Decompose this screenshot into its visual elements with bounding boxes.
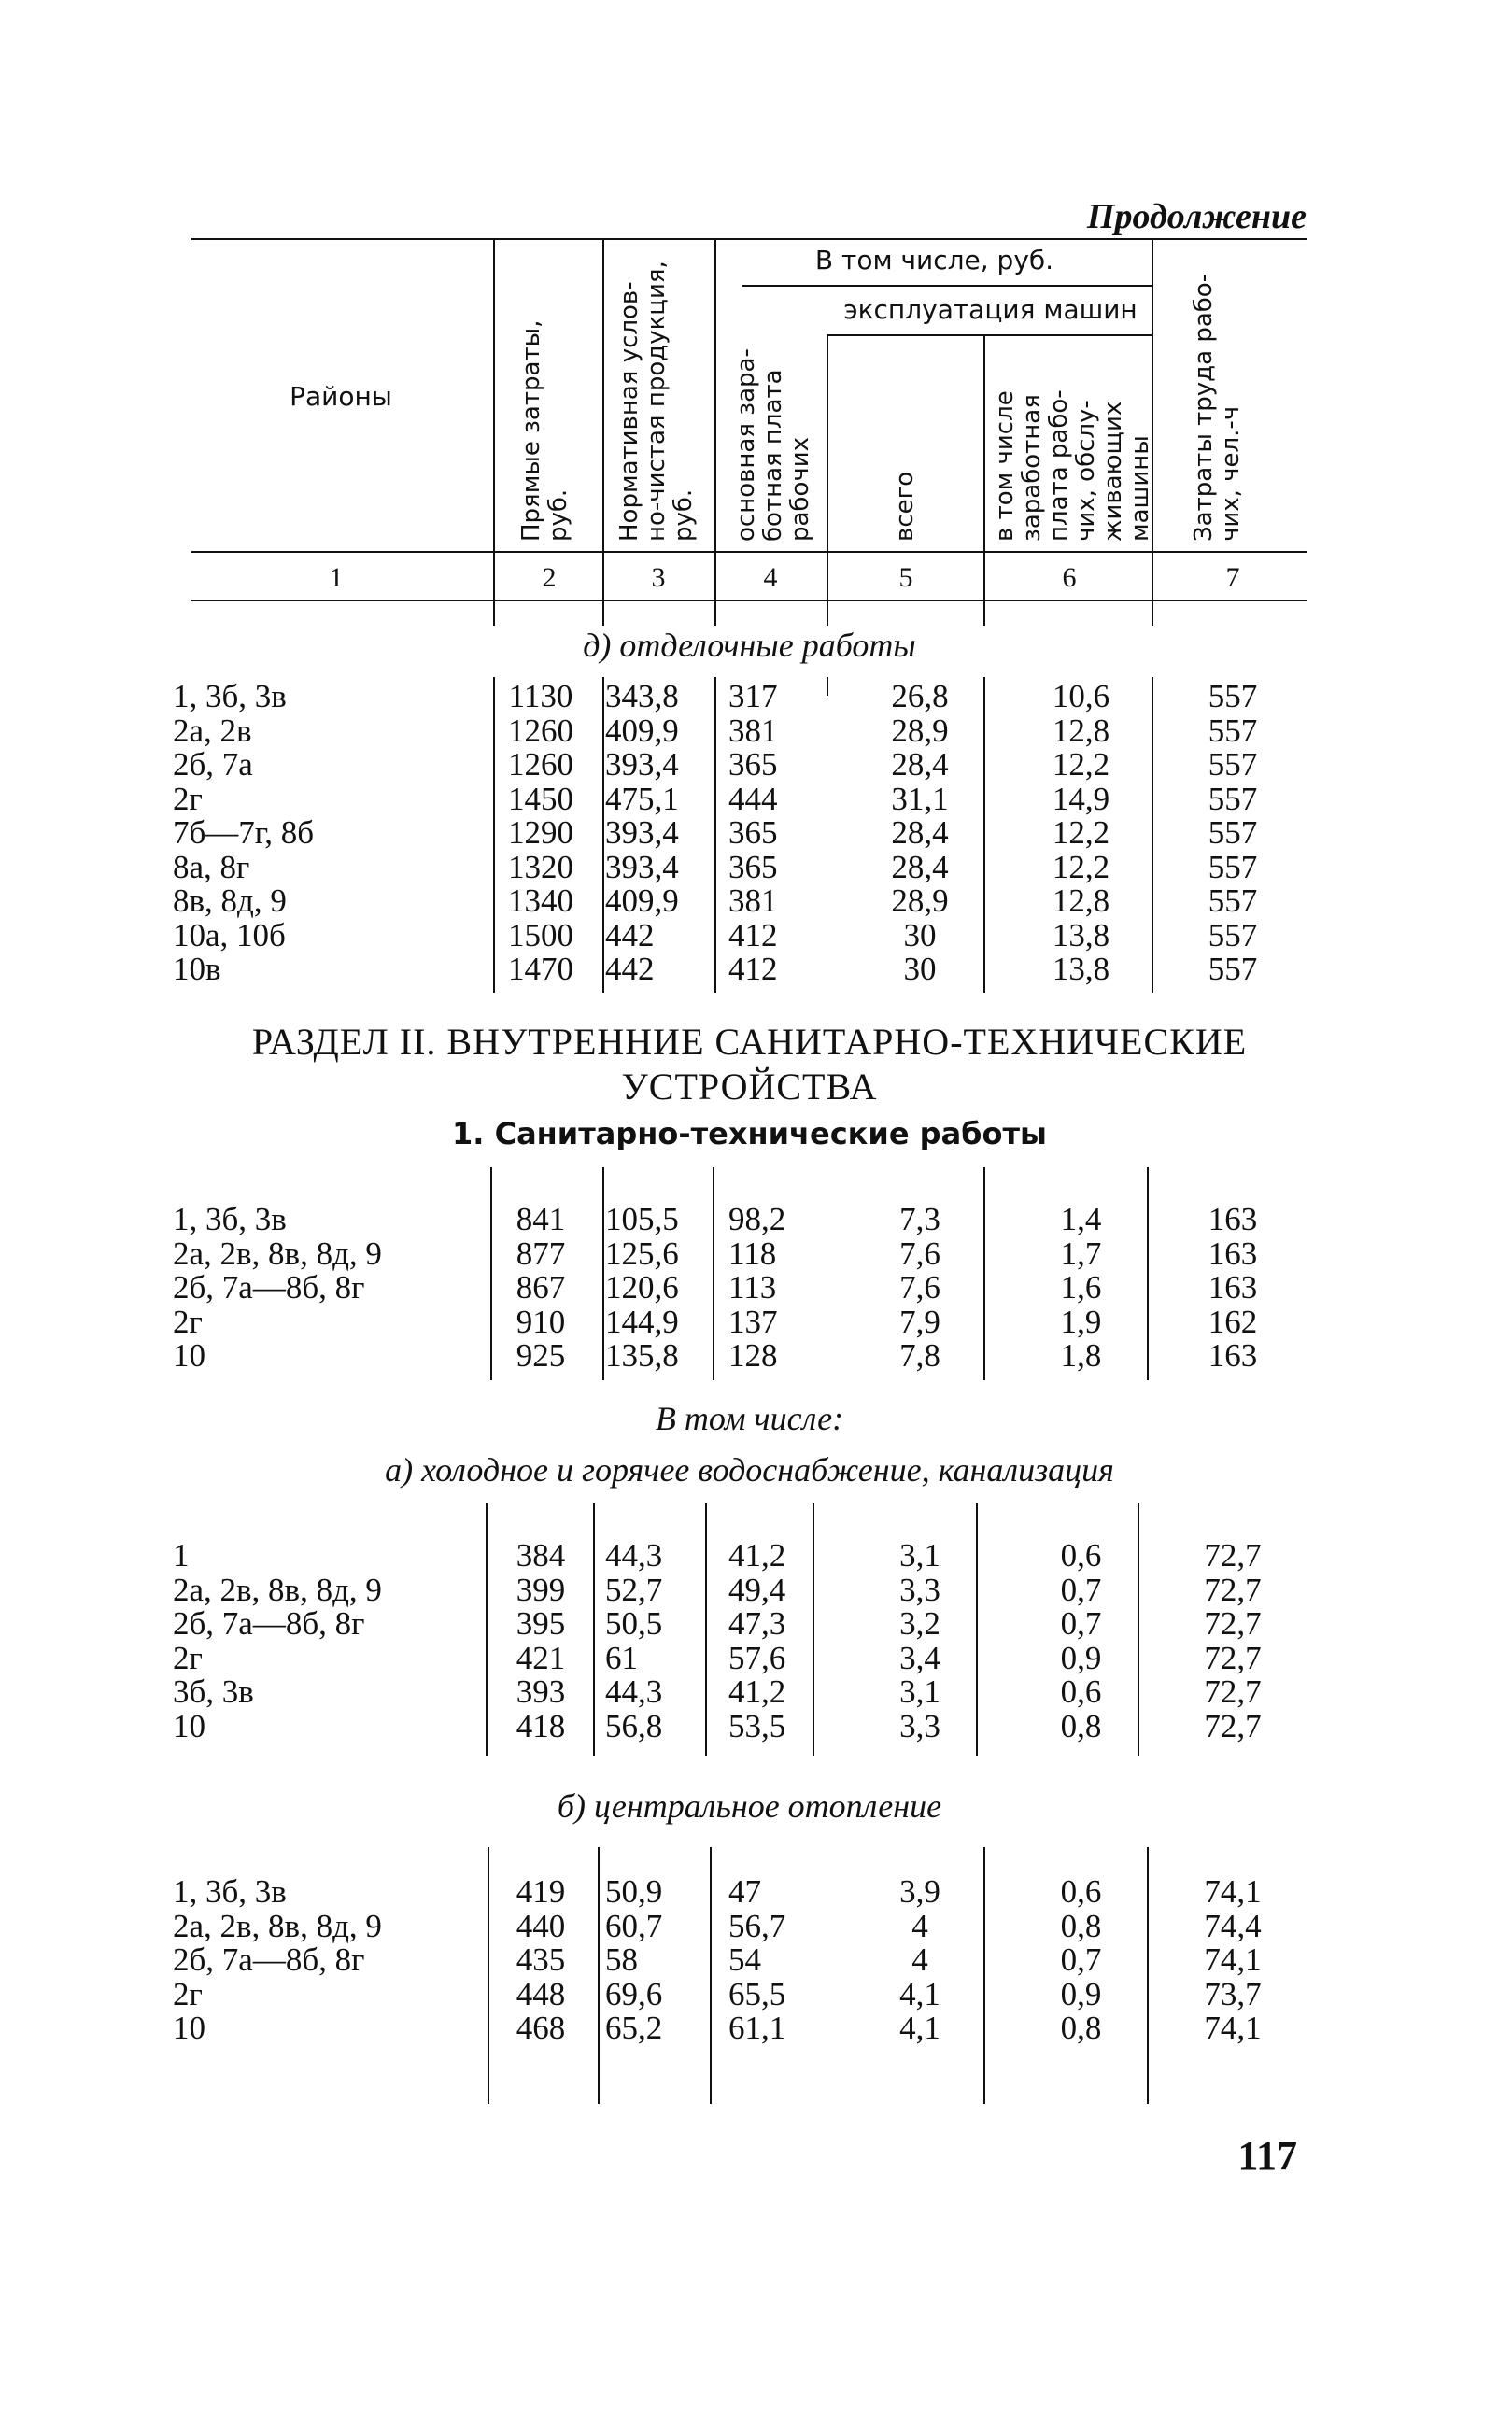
value-cell-col3: 144,9 [605,1303,679,1340]
value-cell-col7: 74,1 [1204,1873,1262,1910]
value-cell-col7: 162 [1208,1303,1258,1340]
colnum-5: 5 [898,562,913,593]
value-cell-col6: 0,7 [1060,1941,1102,1978]
value-cell-col2: 395 [516,1605,566,1642]
value-cell-col7: 557 [1208,951,1258,987]
value-cell-col3: 56,8 [605,1707,663,1744]
continuation-label: Продолжение [1086,197,1307,236]
value-cell-col2: 910 [516,1303,566,1340]
value-cell-col7: 72,7 [1204,1707,1262,1744]
water-table [173,1539,1303,1743]
table-row [173,1910,1303,1944]
value-cell-col7: 74,1 [1204,2010,1262,2046]
value-cell-col6: 0,9 [1060,1639,1102,1676]
value-cell-col6: 1,6 [1060,1269,1102,1306]
value-cell-col5: 7,9 [899,1303,940,1340]
value-cell-col3: 135,8 [605,1337,679,1374]
value-cell-col2: 468 [516,2010,566,2046]
machines-subrule [827,334,1152,336]
region-cell: 3б, 3в [173,1673,254,1710]
table-row [173,1710,1303,1744]
region-cell: 1 [173,1537,190,1574]
normative-header: Нормативная услов- но-чистая продукция, руб. [615,261,698,542]
value-cell-col6: 12,2 [1052,746,1110,783]
sanitary-table [173,1203,1303,1374]
razdel-title [191,1020,1307,1109]
value-cell-col4: 98,2 [728,1201,786,1237]
value-cell-col5: 4,1 [899,2010,940,2046]
table-row [173,816,1303,851]
total-header: всего [891,471,919,542]
value-cell-col3: 125,6 [605,1235,679,1272]
region-cell: 10а, 10б [173,916,286,953]
including-subrule [742,285,1152,287]
table-row [173,783,1303,817]
value-cell-col2: 435 [516,1941,566,1978]
value-cell-col6: 0,6 [1060,1537,1102,1574]
value-cell-col2: 1470 [508,951,573,987]
region-cell: 8а, 8г [173,848,250,885]
value-cell-col5: 28,9 [891,882,949,919]
value-cell-col3: 393,4 [605,814,679,851]
value-cell-col2: 384 [516,1537,566,1574]
value-cell-col5: 3,1 [899,1537,940,1574]
value-cell-col7: 163 [1208,1235,1258,1272]
value-cell-col6: 0,8 [1060,1907,1102,1944]
value-cell-col6: 1,4 [1060,1201,1102,1237]
table-row [173,1642,1303,1676]
value-cell-col3: 343,8 [605,678,679,714]
region-cell: 2а, 2в [173,712,252,749]
value-cell-col4: 54 [728,1941,761,1978]
value-cell-col4: 113 [728,1269,777,1306]
value-cell-col2: 1320 [508,848,573,885]
region-cell: 2г [173,1975,203,2012]
value-cell-col4: 365 [728,848,778,885]
table-row [173,1574,1303,1608]
value-cell-col4: 128 [728,1337,778,1374]
value-cell-col2: 1500 [508,916,573,953]
region-cell: 10 [173,2010,205,2046]
region-cell: 7б—7г, 8б [173,814,315,851]
value-cell-col4: 412 [728,951,778,987]
region-cell: 2г [173,780,203,817]
colnum-6: 6 [1062,562,1077,593]
value-cell-col4: 61,1 [728,2010,786,2046]
value-cell-col6: 12,8 [1052,712,1110,749]
value-cell-col4: 57,6 [728,1639,786,1676]
region-cell: 10 [173,1337,205,1374]
value-cell-col6: 1,7 [1060,1235,1102,1272]
value-cell-col2: 1340 [508,882,573,919]
region-cell: 2б, 7а—8б, 8г [173,1605,365,1642]
value-cell-col4: 365 [728,746,778,783]
value-cell-col2: 393 [516,1673,566,1710]
value-cell-col6: 1,8 [1060,1337,1102,1374]
value-cell-col7: 557 [1208,678,1258,714]
value-cell-col3: 442 [605,951,655,987]
colnum-4: 4 [763,562,778,593]
razdel-title-line1: РАЗДЕЛ II. ВНУТРЕННИЕ САНИТАРНО-ТЕХНИЧЕСКИЕ [251,1021,1248,1063]
direct-costs-header: Прямые затраты, руб. [517,319,572,542]
value-cell-col4: 41,2 [728,1673,786,1710]
value-cell-col4: 381 [728,712,778,749]
value-cell-col6: 12,2 [1052,814,1110,851]
sanitary-title: 1. Санитарно-технические работы [452,1116,1047,1151]
value-cell-col4: 47,3 [728,1605,786,1642]
finishing-table [173,680,1303,987]
colnum-7: 7 [1225,562,1240,593]
incl-wage-header: в том числе заработная плата рабо- чих, обслу- живающих машины [991,389,1154,542]
hdr-vline-5 [983,334,985,626]
value-cell-col3: 52,7 [605,1571,663,1608]
value-cell-col7: 73,7 [1204,1975,1262,2012]
value-cell-col2: 440 [516,1907,566,1944]
value-cell-col5: 3,3 [899,1571,940,1608]
value-cell-col5: 3,4 [899,1639,940,1676]
region-cell: 2г [173,1639,203,1676]
value-cell-col7: 72,7 [1204,1571,1262,1608]
value-cell-col2: 399 [516,1571,566,1608]
value-cell-col2: 421 [516,1639,566,1676]
value-cell-col3: 393,4 [605,746,679,783]
value-cell-col2: 925 [516,1337,566,1374]
value-cell-col5: 3,3 [899,1707,940,1744]
hdr-vline-1 [493,238,495,626]
value-cell-col2: 841 [516,1201,566,1237]
value-cell-col5: 7,6 [899,1269,940,1306]
hdr-vline-4 [827,334,828,626]
labor-header: Затраты труда рабо- чих, чел.-ч [1190,273,1245,542]
water-title: а) холодное и горячее водоснабжение, канализация [385,1451,1114,1489]
value-cell-col5: 31,1 [891,780,949,817]
table-row [173,1306,1303,1340]
value-cell-col6: 0,8 [1060,2010,1102,2046]
table-row [173,1675,1303,1710]
value-cell-col4: 118 [728,1235,777,1272]
region-cell: 1, 3б, 3в [173,1201,287,1237]
table-row [173,748,1303,783]
value-cell-col7: 74,4 [1204,1907,1262,1944]
machine-ops-header: эксплуатация машин [843,294,1138,325]
region-cell: 2б, 7а—8б, 8г [173,1941,365,1978]
value-cell-col7: 557 [1208,848,1258,885]
table-row [173,1978,1303,2012]
table-row [173,1875,1303,1910]
value-cell-col3: 105,5 [605,1201,679,1237]
value-cell-col4: 412 [728,916,778,953]
value-cell-col7: 72,7 [1204,1639,1262,1676]
value-cell-col7: 163 [1208,1201,1258,1237]
value-cell-col3: 393,4 [605,848,679,885]
value-cell-col5: 7,8 [899,1337,940,1374]
value-cell-col2: 867 [516,1269,566,1306]
value-cell-col6: 12,2 [1052,848,1110,885]
value-cell-col3: 409,9 [605,712,679,749]
value-cell-col4: 365 [728,814,778,851]
value-cell-col3: 44,3 [605,1537,663,1574]
base-wage-header: основная зара- ботная плата рабочих [732,348,814,542]
value-cell-col6: 0,6 [1060,1873,1102,1910]
value-cell-col3: 65,2 [605,2010,663,2046]
value-cell-col5: 3,2 [899,1605,940,1642]
value-cell-col2: 877 [516,1235,566,1272]
hdr-vline-3 [714,238,716,626]
heating-title: б) центральное отопление [557,1787,942,1825]
value-cell-col3: 409,9 [605,882,679,919]
including-title: В том числе: [655,1400,844,1437]
value-cell-col7: 557 [1208,746,1258,783]
value-cell-col5: 3,1 [899,1673,940,1710]
value-cell-col2: 419 [516,1873,566,1910]
value-cell-col6: 14,9 [1052,780,1110,817]
value-cell-col5: 3,9 [899,1873,940,1910]
value-cell-col3: 69,6 [605,1975,663,2012]
value-cell-col6: 0,9 [1060,1975,1102,2012]
value-cell-col7: 72,7 [1204,1537,1262,1574]
value-cell-col2: 1450 [508,780,573,817]
value-cell-col7: 557 [1208,916,1258,953]
value-cell-col7: 557 [1208,712,1258,749]
value-cell-col5: 30 [903,916,937,953]
value-cell-col7: 163 [1208,1337,1258,1374]
region-cell: 2б, 7а [173,746,253,783]
header-bottom-rule [191,600,1307,601]
heating-table [173,1875,1303,2046]
value-cell-col3: 50,9 [605,1873,663,1910]
table-row [173,2012,1303,2046]
value-cell-col6: 13,8 [1052,951,1110,987]
value-cell-col6: 1,9 [1060,1303,1102,1340]
table-row [173,1339,1303,1374]
value-cell-col7: 557 [1208,882,1258,919]
value-cell-col4: 317 [728,678,778,714]
value-cell-col2: 1260 [508,746,573,783]
value-cell-col6: 12,8 [1052,882,1110,919]
value-cell-col5: 28,4 [891,814,949,851]
value-cell-col7: 74,1 [1204,1941,1262,1978]
value-cell-col4: 56,7 [728,1907,786,1944]
table-row [173,1203,1303,1237]
value-cell-col3: 61 [605,1639,638,1676]
value-cell-col4: 65,5 [728,1975,786,2012]
header-mid-rule [191,551,1307,553]
value-cell-col6: 0,7 [1060,1571,1102,1608]
value-cell-col3: 60,7 [605,1907,663,1944]
value-cell-col5: 28,4 [891,848,949,885]
value-cell-col3: 442 [605,916,655,953]
region-cell: 2а, 2в, 8в, 8д, 9 [173,1571,382,1608]
value-cell-col7: 557 [1208,780,1258,817]
value-cell-col2: 448 [516,1975,566,2012]
value-cell-col7: 557 [1208,814,1258,851]
table-row [173,1271,1303,1306]
value-cell-col5: 7,3 [899,1201,940,1237]
value-cell-col6: 0,7 [1060,1605,1102,1642]
table-row [173,884,1303,919]
table-row [173,1539,1303,1574]
value-cell-col2: 418 [516,1707,566,1744]
value-cell-col6: 10,6 [1052,678,1110,714]
value-cell-col5: 7,6 [899,1235,940,1272]
value-cell-col4: 49,4 [728,1571,786,1608]
region-cell: 8в, 8д, 9 [173,882,287,919]
region-cell: 2а, 2в, 8в, 8д, 9 [173,1235,382,1272]
colnum-1: 1 [329,562,344,593]
value-cell-col3: 58 [605,1941,638,1978]
table-row [173,919,1303,953]
value-cell-col4: 381 [728,882,778,919]
region-cell: 2б, 7а—8б, 8г [173,1269,365,1306]
header-top-rule [191,238,1307,240]
value-cell-col3: 50,5 [605,1605,663,1642]
colnum-3: 3 [651,562,666,593]
value-cell-col2: 1290 [508,814,573,851]
value-cell-col5: 4 [911,1941,928,1978]
value-cell-col5: 28,4 [891,746,949,783]
value-cell-col4: 444 [728,780,778,817]
region-cell: 1, 3б, 3в [173,678,287,714]
value-cell-col5: 4,1 [899,1975,940,2012]
hdr-vline-2 [602,238,604,626]
value-cell-col6: 0,6 [1060,1673,1102,1710]
table-row [173,1607,1303,1642]
value-cell-col5: 26,8 [891,678,949,714]
value-cell-col6: 0,8 [1060,1707,1102,1744]
value-cell-col7: 72,7 [1204,1673,1262,1710]
finishing-title: д) отделочные работы [583,627,916,664]
value-cell-col2: 1260 [508,712,573,749]
value-cell-col4: 47 [728,1873,761,1910]
value-cell-col6: 13,8 [1052,916,1110,953]
value-cell-col3: 44,3 [605,1673,663,1710]
region-cell: 1, 3б, 3в [173,1873,287,1910]
region-cell: 2а, 2в, 8в, 8д, 9 [173,1907,382,1944]
table-row [173,714,1303,749]
value-cell-col5: 30 [903,951,937,987]
table-row [173,851,1303,885]
region-cell: 2г [173,1303,203,1340]
region-cell: 10 [173,1707,205,1744]
value-cell-col4: 41,2 [728,1537,786,1574]
value-cell-col3: 475,1 [605,780,679,817]
table-row [173,680,1303,714]
value-cell-col5: 4 [911,1907,928,1944]
value-cell-col7: 163 [1208,1269,1258,1306]
region-cell: 10в [173,951,221,987]
including-header: В том числе, руб. [814,245,1054,275]
value-cell-col4: 53,5 [728,1707,786,1744]
table-row [173,1237,1303,1272]
value-cell-col2: 1130 [508,678,573,714]
colnum-2: 2 [542,562,557,593]
value-cell-col3: 120,6 [605,1269,679,1306]
table-row [173,953,1303,987]
regions-header: Районы [290,381,392,412]
value-cell-col5: 28,9 [891,712,949,749]
value-cell-col4: 137 [728,1303,778,1340]
razdel-title-line2: УСТРОЙСТВА [621,1066,878,1108]
value-cell-col7: 72,7 [1204,1605,1262,1642]
table-row [173,1943,1303,1978]
page-number: 117 [1237,2133,1297,2179]
